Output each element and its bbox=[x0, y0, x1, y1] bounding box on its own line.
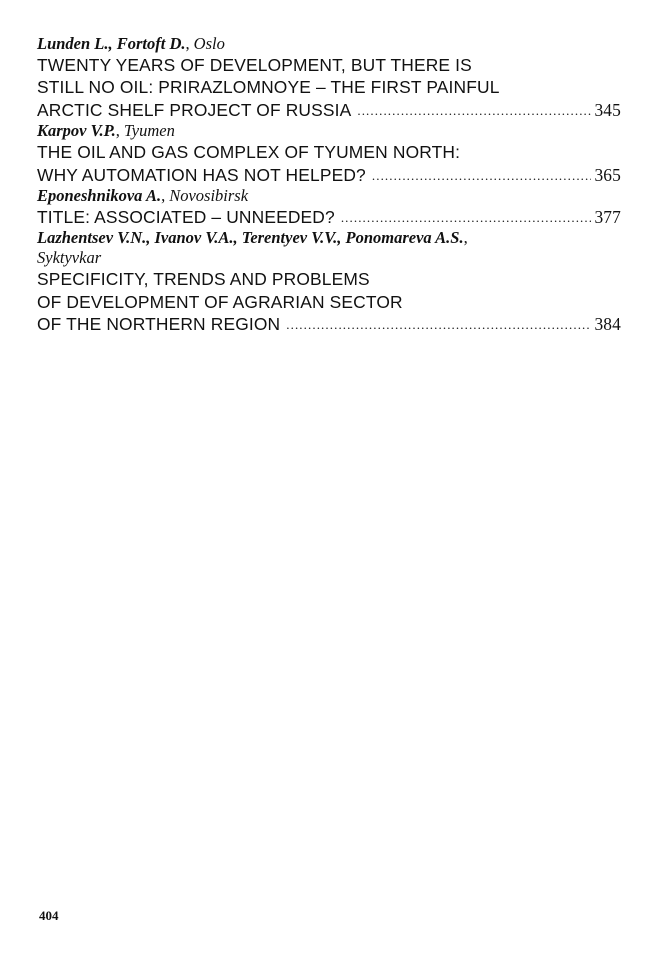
page-folio: 404 bbox=[39, 908, 59, 923]
author-city-line bbox=[37, 248, 621, 268]
author-line bbox=[37, 228, 621, 248]
page-number: 377 bbox=[594, 206, 621, 227]
toc-entry bbox=[37, 186, 621, 228]
dot-leader bbox=[341, 211, 592, 225]
title-line-with-page bbox=[37, 206, 621, 228]
title-text: WHY AUTOMATION HAS NOT HELPED? bbox=[37, 164, 366, 185]
table-of-contents bbox=[37, 34, 621, 336]
title-line bbox=[37, 291, 621, 313]
title-line-with-page bbox=[37, 164, 621, 186]
page-number: 345 bbox=[594, 99, 621, 120]
author-separator: , bbox=[161, 185, 166, 205]
title-line bbox=[37, 76, 621, 98]
title-text: THE OIL AND GAS COMPLEX OF TYUMEN NORTH: bbox=[37, 142, 461, 163]
author-names: Lunden L., Fortoft D. bbox=[37, 34, 186, 53]
dot-leader bbox=[286, 318, 591, 332]
author-city: Syktyvkar bbox=[37, 248, 102, 268]
toc-entry bbox=[37, 228, 621, 335]
title-text: OF THE NORTHERN REGION bbox=[37, 314, 281, 335]
title-text: SPECIFICITY, TRENDS AND PROBLEMS bbox=[37, 269, 370, 290]
dot-leader bbox=[372, 169, 592, 183]
title-text: OF DEVELOPMENT OF AGRARIAN SECTOR bbox=[37, 291, 403, 312]
page-number: 384 bbox=[594, 314, 621, 335]
title-line-with-page bbox=[37, 313, 621, 335]
title-line bbox=[37, 268, 621, 290]
dot-leader bbox=[357, 104, 591, 118]
title-line bbox=[37, 141, 621, 163]
toc-entry bbox=[37, 34, 621, 121]
page-number: 365 bbox=[594, 164, 621, 185]
title-text: ARCTIC SHELF PROJECT OF RUSSIA bbox=[37, 99, 352, 120]
title-text: TITLE: ASSOCIATED – UNNEEDED? bbox=[37, 206, 335, 227]
author-line bbox=[37, 121, 621, 141]
title-line bbox=[37, 54, 621, 76]
author-names: Eponeshnikova A. bbox=[37, 185, 162, 205]
author-line bbox=[37, 186, 621, 206]
title-line-with-page bbox=[37, 99, 621, 121]
title-text: TWENTY YEARS OF DEVELOPMENT, BUT THERE IS bbox=[37, 55, 472, 75]
title-text: STILL NO OIL: PRIRAZLOMNOYE – THE FIRST PAINFUL bbox=[37, 77, 500, 98]
author-separator: , bbox=[115, 121, 120, 141]
author-city: Tyumen bbox=[123, 121, 175, 141]
author-city: Oslo bbox=[193, 34, 225, 53]
author-separator: , bbox=[185, 34, 190, 53]
author-names: Karpov V.P. bbox=[37, 121, 116, 141]
author-separator: , bbox=[463, 228, 468, 248]
author-names: Lazhentsev V.N., Ivanov V.A., Terentyev V.V., Ponomareva A.S. bbox=[37, 228, 464, 248]
author-line bbox=[37, 34, 621, 54]
toc-entry bbox=[37, 121, 621, 186]
author-city: Novosibirsk bbox=[169, 185, 249, 205]
